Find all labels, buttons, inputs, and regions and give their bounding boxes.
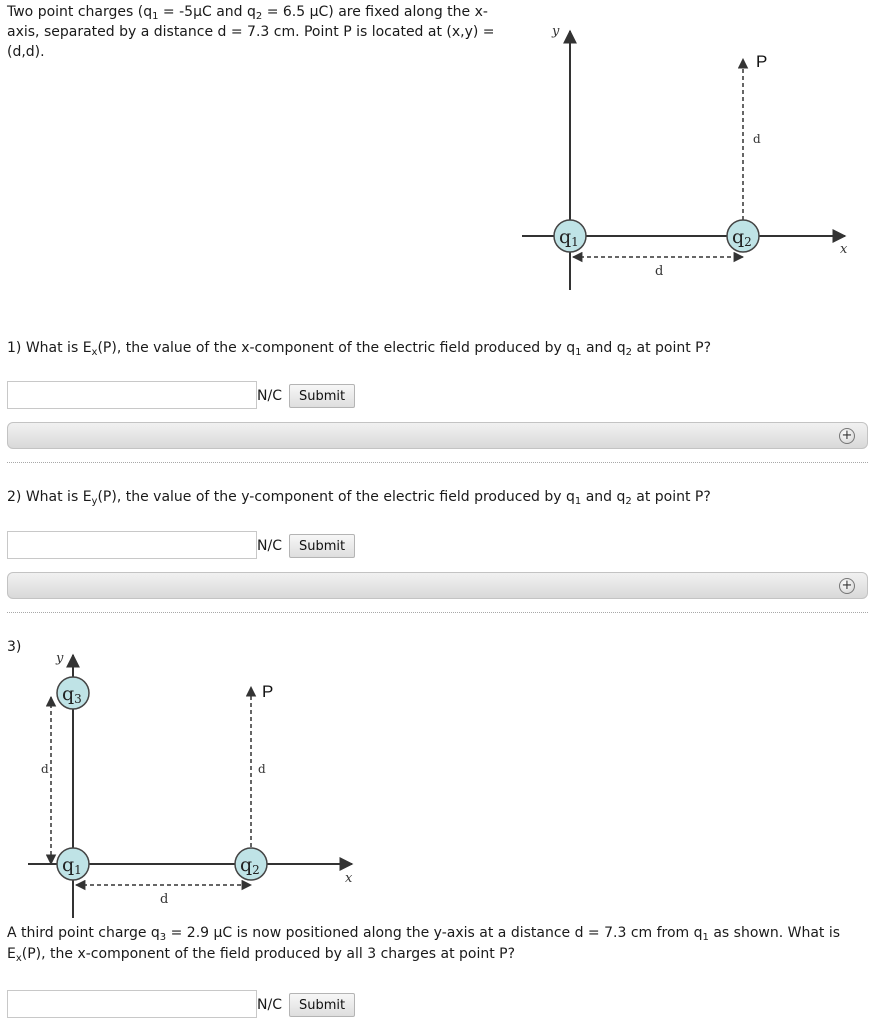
svg-text:q2: q2 [732,226,752,249]
separator-1 [7,462,868,463]
charge-q3 [57,677,89,709]
question-2-hint-bar[interactable] [7,572,868,599]
question-2-submit-button[interactable]: Submit [289,534,355,558]
separator-2 [7,612,868,613]
expand-plus-icon[interactable]: + [839,428,855,444]
charge-q2 [235,848,267,880]
charge-q2 [727,220,759,252]
intro-line-1: Two point charges ($q_1 = -5\mu C$ and $q_2 = 6.5$ μC) are fixed along the x- [7,4,488,22]
d-label-left: d [41,762,49,776]
svg-text:q3: q3 [62,683,82,706]
question-2-answer-input[interactable] [7,531,257,559]
svg-text:q2: q2 [240,854,260,877]
question-1-text: 1) What is $E_x(P)$, the value of the x-component of the electric field produced by $q_1$ and $q_2$ at point P? [7,340,712,358]
question-1-hint-bar[interactable] [7,422,868,449]
d-label-vertical: d [753,132,761,146]
y-axis-label: y [552,24,560,39]
question-3-text-line-2: $E_x(P)$, the x-component of the field produced by all 3 charges at point P? [7,946,516,964]
x-axis-label: x [840,242,848,257]
figure-3-diagram [20,645,380,923]
intro-line-3: (d,d). [7,44,45,60]
charge-q1 [554,220,586,252]
d-label-right: d [258,762,266,776]
question-2-text: 2) What is $E_y(P)$, the value of the y-component of the electric field produced by $q_1$ and $q_2$ at point P? [7,489,711,507]
question-3-unit: N/C [257,997,282,1013]
question-1-answer-input[interactable] [7,381,257,409]
svg-text:q1: q1 [62,854,82,877]
figure-1-diagram [500,15,870,300]
y-axis-label: y [56,651,64,666]
svg-text:q1: q1 [559,226,579,249]
d-label-horizontal: d [655,264,664,279]
expand-plus-icon[interactable]: + [839,578,855,594]
intro-line-2: axis, separated by a distance d = 7.3 cm. Point P is located at (x,y) = [7,24,495,40]
question-2-unit: N/C [257,538,282,554]
point-p-label: P [756,52,768,71]
question-1-unit: N/C [257,388,282,404]
d-label-bottom: d [160,892,169,907]
question-3-text-line-1: A third point charge $q_3 = 2.9$ μC is now positioned along the y-axis at a distance d = 7.3 cm from $q_1$ as shown. What is [7,925,841,943]
x-axis-label: x [345,871,353,886]
charge-q1 [57,848,89,880]
question-3-submit-button[interactable]: Submit [289,993,355,1017]
question-3-answer-input[interactable] [7,990,257,1018]
question-3-number: 3) [7,639,22,655]
point-p-label: P [262,682,274,701]
question-1-submit-button[interactable]: Submit [289,384,355,408]
